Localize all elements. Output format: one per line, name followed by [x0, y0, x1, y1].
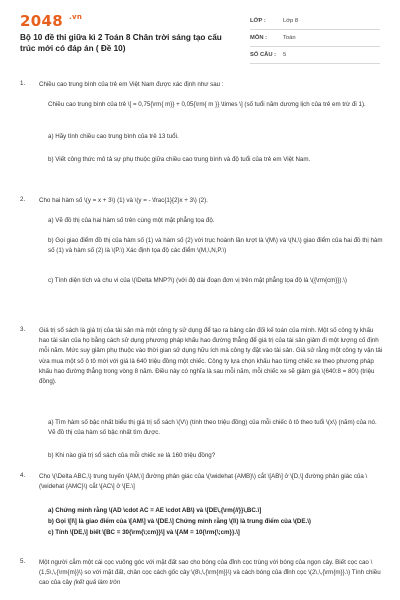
meta-row-subject [250, 30, 380, 47]
question-part: c) Tính \[DE,\] biết \[BC = 30{\rm{\;cm}}\] và \[AM = 10{\rm{\;cm}}.\] [48, 529, 240, 536]
question-number: 1. [20, 80, 26, 87]
logo-suffix: .vn [69, 13, 83, 21]
question-text [39, 558, 385, 589]
meta-table [250, 13, 380, 64]
question-text: Cho hai hàm số \(y = x + 3\) (1) và \(y = - \frac{1}{2}x + 3\) (2). [39, 197, 208, 204]
meta-label: LỚP : [250, 18, 266, 24]
meta-row-class [250, 13, 380, 30]
question-text: Chiều cao trung bình của trẻ em Việt Nam được xác định như sau : [39, 81, 224, 88]
question-text-main: Một người cắm một cái cọc vuông góc với mặt đất sao cho bóng của đỉnh cọc trùng với bóng của ngọn cây. Biết cọc cao \(1,5\,\,{\rm{m}}\) so với mặt đất, chân cọc cách gốc cây \(8\,\,{\rm{m}}\) và cách bóng của đỉnh cọc \(2\,\,{\rm{m}}.\) Tính chiều cao của cây [39, 559, 381, 587]
question-part: a) Chứng minh rằng \(AD \cdot AC = AE \cdot AB\) và \[DE\,{\rm{//}}\,BC.\] [48, 507, 262, 514]
question-number: 3. [20, 326, 26, 333]
meta-value: 5 [283, 52, 287, 58]
question-number: 4. [20, 472, 26, 479]
meta-label: SỐ CÂU : [250, 52, 277, 58]
question-part: b) Gọi giao điểm đồ thị của hàm số (1) và hàm số (2) với trục hoành lần lượt là \(M\) và \(N,\) giao điểm của hai đồ thị hàm số (1) và hàm số (2) là \(P.\) Xác định tọa độ các điểm \(M,\,N,P.\) [48, 237, 383, 255]
question-number: 5. [20, 558, 26, 565]
question-part: a) Vẽ đồ thị của hai hàm số trên cùng một mặt phẳng tọa độ. [48, 217, 215, 224]
question-part: b) Gọi \[I\] là giao điểm của \[AM\] và \[DE.\] Chứng minh rằng \(I\) là trung điểm của \(DE.\) [48, 518, 311, 525]
question-part: a) Tìm hàm số bậc nhất biểu thị giá trị sổ sách \(V\) (tính theo triệu đồng) của mỗi chiếc ô tô theo tuổi \(x\) (năm) của nó. Vẽ đồ thị của hàm số bậc nhất tìm được. [48, 419, 377, 437]
question-number: 2. [20, 196, 26, 203]
question-part: a) Hãy tính chiều cao trung bình của trẻ 13 tuổi. [48, 133, 179, 140]
page-title: Bộ 10 đề thi giữa kì 2 Toán 8 Chân trời sáng tạo cấu trúc mới có đáp án ( Đề 10) [20, 33, 222, 53]
question-part: b) Viết công thức mô tả sự phụ thuộc giữa chiều cao trung bình và độ tuổi của trẻ em Việt Nam. [48, 156, 311, 163]
site-logo[interactable] [20, 12, 83, 30]
logo-text: 2048 [20, 12, 63, 30]
header [0, 0, 400, 72]
question-part: b) Khi nào giá trị sổ sách của mỗi chiếc xe là 160 triệu đồng? [48, 452, 216, 459]
question-text: Cho \(\Delta ABC,\) trung tuyến \[AM,\] đường phân giác của \(\widehat {AMB}\) cắt \[AB\] ở \[D,\] đường phân giác của \(\widehat {AMC}\) cắt \[AC\] ở \[E.\] [39, 473, 368, 491]
meta-value: Lớp 8 [283, 18, 299, 24]
question-part: c) Tính diện tích và chu vi của \(\Delta MNP?\) (với độ dài đoạn đơn vị trên mặt phẳng tọa độ là \({\rm{cm}}).\) [48, 277, 347, 284]
question-text-italic: (kết quả làm tròn [72, 579, 121, 587]
question-part: Chiều cao trung bình của trẻ \[ = 0,75{\rm{ m}} + 0,05{\rm{ m }} \times \] (số tuổi năm dương lịch của trẻ em trừ đi 1). [48, 101, 366, 108]
question-text: Giá trị sổ sách là giá trị của tài sản mà một công ty sử dụng để tạo ra bảng cân đối kế toán của mình. Một số công ty khấu hao tài sản của họ bằng cách sử dụng phương pháp khấu hao đường thẳng để giá trị của tài sản giảm đi một lượng cố định mỗi năm. Mức suy giảm phụ thuộc vào thời gian sử dụng hữu ích mà công ty đặt vào tài sản. Giả sử rằng một công ty vận tải vừa mua một số ô tô mới với giá là 640 triệu đồng một chiếc. Công ty lựa chọn khấu hao từng chiếc xe theo phương pháp khấu hao đường thẳng trong vòng 8 năm. Điều này có nghĩa là sau mỗi năm, mỗi chiếc xe sẽ giảm giá \(640:8 = 80\) (triệu đồng). [39, 327, 383, 386]
meta-row-count [250, 47, 380, 64]
meta-label: MÔN : [250, 35, 268, 41]
meta-value: Toán [283, 35, 296, 41]
